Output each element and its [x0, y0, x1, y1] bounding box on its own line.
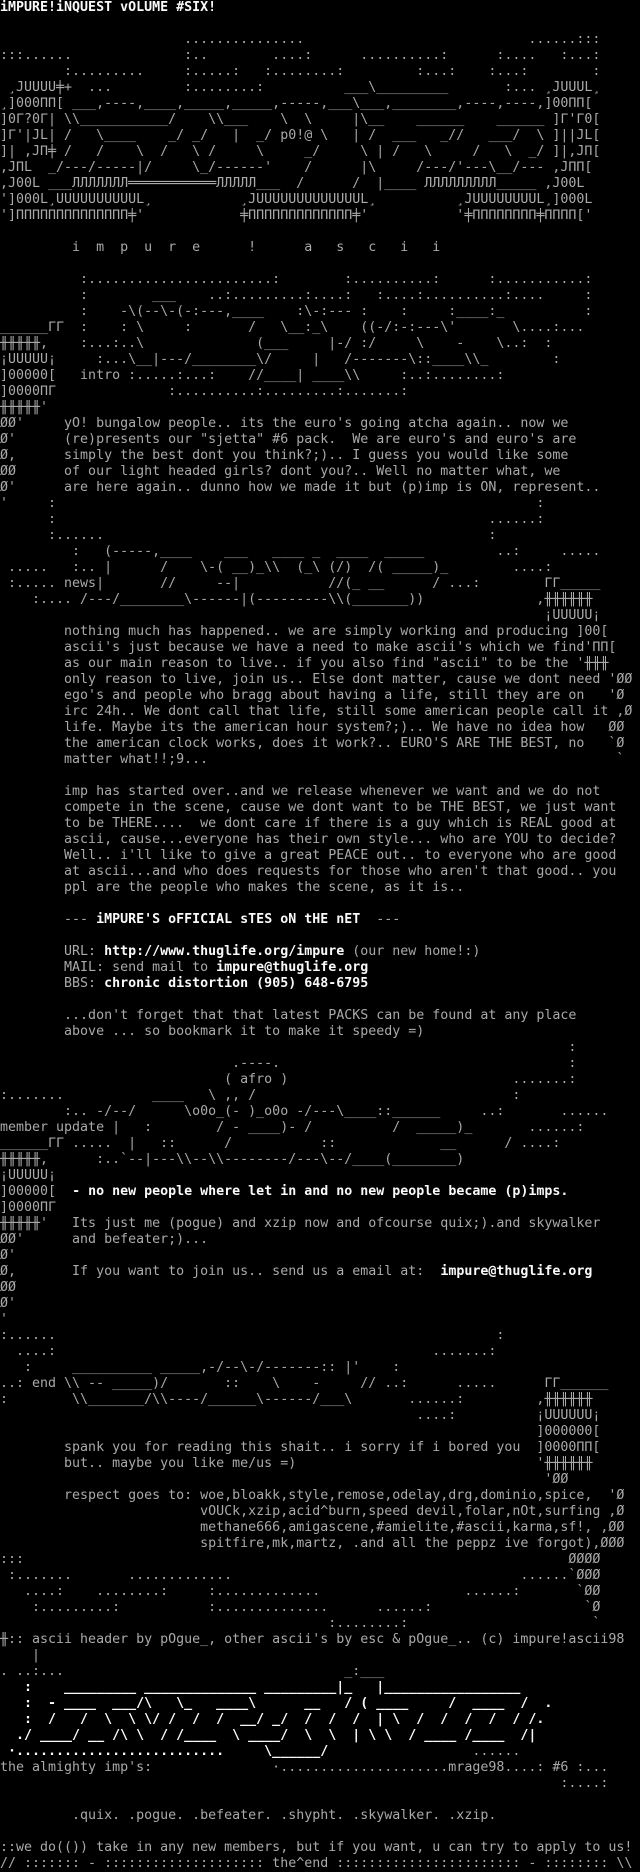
- text-line: [0, 1856, 640, 1872]
- text-segment: ']ΠΠΠΠΠΠΠΠΠΠΠΠΠΠ╪' ╪ΠΠΠΠΠΠΠΠΠΠΠΠΠ╪' '╪ΠΠΠΠΠΠΠΠ╪ΠΠΠΠ[': [0, 208, 593, 223]
- text-segment: ego's and people who bragg about having a life, still they are on 'Ø: [0, 688, 625, 703]
- text-segment: ..: end \\ -- _____)/ :: \ - // ..: ..... ΓΓ______: [0, 1376, 609, 1391]
- text-segment: life. Maybe its the american hour system?;).. We have no idea how ØØ: [0, 720, 625, 735]
- text-line: [0, 1408, 640, 1424]
- text-segment: ______ΓΓ ..... | :: / :: __ / ....:: [0, 1136, 561, 1151]
- text-segment: spank you for reading this shait.. i sorry if i bored you ]0000ΠΠ[: [0, 1440, 601, 1455]
- text-line: [0, 832, 640, 848]
- text-segment: : ___ ..:.........:....: :....:..........:.... :: [0, 288, 593, 303]
- text-segment: ............... ......:::: [0, 32, 601, 47]
- text-segment: Ø, If you want to join us.. send us a email at:: [0, 1264, 441, 1279]
- text-segment: irc 24h.. We dont call that life, still some american people call it ,Ø: [0, 704, 633, 719]
- text-segment: ØØ: [0, 1280, 17, 1295]
- text-segment: ....: ¡UUUUUU¡: [0, 1408, 601, 1423]
- text-line: [0, 80, 640, 96]
- text-line: [0, 1072, 640, 1088]
- text-line: [0, 1376, 640, 1392]
- text-segment: ::: ØØØØ: [0, 1552, 601, 1567]
- text-segment: member update | : / - ____)- / / _____)_ ......:: [0, 1120, 585, 1135]
- text-line: [0, 800, 640, 816]
- text-line: [0, 1504, 640, 1520]
- text-line: [0, 1520, 640, 1536]
- text-line: [0, 1600, 640, 1616]
- text-line: [0, 1760, 640, 1776]
- text-line: [0, 128, 640, 144]
- text-segment: ...don't forget that that latest PACKS can be found at any place: [0, 1008, 577, 1023]
- text-segment: :..... news| // --| //(_ __ / ...: ΓΓ_____: [0, 576, 601, 591]
- bright-text-segment: ./ ____/ __ /\ \ / /____ \ ____/ \ \ | \ \ / ____ /____ /|: [0, 1728, 537, 1743]
- text-segment: : ......:: [0, 512, 545, 527]
- text-line: [0, 992, 640, 1008]
- text-line: [0, 944, 640, 960]
- text-line: [0, 1104, 640, 1120]
- text-line: [0, 1744, 640, 1760]
- text-line: [0, 624, 640, 640]
- text-segment: .----. :: [0, 1056, 577, 1071]
- text-segment: : \\_______/\\----/______\------/___\ ......: ,╫╫╫╫╫╫: [0, 1392, 593, 1407]
- text-line: [0, 496, 640, 512]
- text-segment: ]Γ'|JL| / \____ _/ _/ | _/ p0!@ \ | / ___ _// ___/ \ ]||JL[: [0, 128, 601, 143]
- text-line: [0, 1296, 640, 1312]
- text-segment: ]0000ΠΓ: [0, 1200, 57, 1215]
- text-line: [0, 816, 640, 832]
- text-segment: ]| ,JΠ╪ / / \ / \ / \ _/ \ | / \ / \ _/ ]|,JΠ[: [0, 144, 601, 159]
- text-line: [0, 16, 640, 32]
- text-line: [0, 608, 640, 624]
- text-line: [0, 656, 640, 672]
- text-line: [0, 384, 640, 400]
- bright-text-segment: : _________ ______________ _________|_ |_________________: [0, 1680, 521, 1695]
- text-segment: ' : :: [0, 496, 545, 511]
- text-segment: : (-----,____ ___ ____ _ ____ _____ ..: .....: [0, 544, 601, 559]
- text-segment: . ..:... _:___: [0, 1664, 385, 1679]
- text-line: [0, 848, 640, 864]
- text-segment: :....... ____ \ ,, / :: [0, 1088, 521, 1103]
- text-line: [0, 672, 640, 688]
- text-line: [0, 560, 640, 576]
- text-line: [0, 368, 640, 384]
- text-segment: BBS:: [0, 976, 105, 991]
- text-segment: :.........: :.............. ......: `Ø: [0, 1600, 601, 1615]
- text-segment: the american clock works, does it work?.. EURO'S ARE THE BEST, no `Ø: [0, 736, 625, 751]
- text-segment: |: [0, 1648, 41, 1663]
- text-line: [0, 752, 640, 768]
- text-line: [0, 1024, 640, 1040]
- text-segment: ╫╫╫╫╫, :...:..\ (___ |-/ :/ \ - \..: :: [0, 336, 553, 351]
- bright-text-segment: iMPURE'S oFFICIAL sTES oN tHE nET: [96, 912, 361, 927]
- text-line: [0, 688, 640, 704]
- text-line: [0, 1648, 640, 1664]
- text-segment: :......... :.....: :........: :...: :...: :: [0, 64, 601, 79]
- text-segment: :: [0, 1040, 577, 1055]
- text-segment: matter what!!;9... `: [0, 752, 625, 767]
- text-segment: ascii's just because we have a need to make ascii's which we find'ΠΠ[: [0, 640, 617, 655]
- text-line: [0, 96, 640, 112]
- text-line: [0, 1616, 640, 1632]
- text-segment: :.... /---/________\------|(---------\\(_______)) ,╫╫╫╫╫╫: [0, 592, 593, 607]
- text-segment: ]000000[: [0, 1424, 601, 1439]
- text-line: [0, 288, 640, 304]
- text-line: [0, 1328, 640, 1344]
- text-line: [0, 1344, 640, 1360]
- text-line: [0, 208, 640, 224]
- text-segment: Well.. i'll like to give a great PEACE out.. to everyone who are good: [0, 848, 617, 863]
- text-line: [0, 1056, 640, 1072]
- text-segment: ---: [0, 912, 97, 927]
- bright-text-segment: http://www.thuglife.org/impure: [104, 944, 345, 959]
- text-line: [0, 1488, 640, 1504]
- text-line: [0, 352, 640, 368]
- text-line: [0, 48, 640, 64]
- text-segment: spitfire,mk,martz, .and all the peppz ive forgot),ØØØ: [0, 1536, 625, 1551]
- text-segment: ØØ' yO! bungalow people.. its the euro's going atcha again.. now we: [0, 416, 569, 431]
- text-line: [0, 1424, 640, 1440]
- text-line: [0, 1312, 640, 1328]
- text-line: [0, 1248, 640, 1264]
- text-segment: ØØ' and befeater;)...: [0, 1232, 209, 1247]
- text-line: [0, 1136, 640, 1152]
- text-line: [0, 784, 640, 800]
- text-segment: ppl are the people who makes the scene, as it is..: [0, 880, 465, 895]
- text-segment: ....: ........: :............. ......: `ØØ: [0, 1584, 601, 1599]
- text-line: [0, 1232, 640, 1248]
- text-segment: imp has started over..and we release whenever we want and we do not: [0, 784, 601, 799]
- text-line: [0, 464, 640, 480]
- text-line: [0, 976, 640, 992]
- text-segment: ,JΠL _/---/-----|/ \_/------' / |\ /---/'---\__/--- ,JΠΠ[: [0, 160, 593, 175]
- text-segment: Ø': [0, 1248, 17, 1263]
- text-segment: // ::::::: - :::::::::::::::::::: the^end ::::::::::::::::::::::: - :::::::: \\: [0, 1856, 633, 1871]
- text-segment: as our main reason to live.. if you also find "ascii" to be the '╫╫╫: [0, 656, 609, 671]
- text-segment: :.. -/--/ \o0o_(- )_o0o -/---\____::______ ..: ......: [0, 1104, 609, 1119]
- text-line: [0, 512, 640, 528]
- bright-text-segment: iMPURE!iNQUEST vOLUME #SIX!: [0, 0, 217, 15]
- text-segment: Ø' are here again.. dunno how we made it but (p)imp is ON, represent..: [0, 480, 601, 495]
- text-segment: but.. maybe you like me/us =) '╫╫╫╫╫╫: [0, 1456, 593, 1471]
- text-segment: Ø': [0, 1296, 17, 1311]
- text-line: [0, 480, 640, 496]
- text-segment: ]0000ΠΓ :..........:.........:.......:: [0, 384, 409, 399]
- text-line: [0, 1632, 640, 1648]
- text-line: [0, 1392, 640, 1408]
- text-line: [0, 160, 640, 176]
- text-line: [0, 592, 640, 608]
- text-line: [0, 112, 640, 128]
- text-line: [0, 1568, 640, 1584]
- text-line: [0, 704, 640, 720]
- text-segment: :...... :: [0, 1328, 505, 1343]
- text-line: [0, 1168, 640, 1184]
- text-line: [0, 896, 640, 912]
- text-segment: ]00000[: [0, 1184, 73, 1199]
- text-segment: ....: .......:: [0, 1344, 497, 1359]
- text-line: [0, 224, 640, 240]
- text-segment: ,J00L ___ЛЛЛЛЛЛЛ═══════════ЛЛЛЛЛ___ / / |____ ЛЛЛЛЛЛЛЛЛ_____ ,J00L: [0, 176, 585, 191]
- text-segment: ......: [328, 1744, 521, 1759]
- text-line: [0, 1728, 640, 1744]
- text-segment: ']000L¸UUUUUUUUUUL¸ ¸JUUUUUUUUUUUUUL¸ ¸JUUUUUUUUL¸]000L: [0, 192, 593, 207]
- text-segment: ¡UUUUU¡ :...\__|---/________\/ | /-------\::____\\_ :: [0, 352, 561, 367]
- text-segment: only reason to live, join us.. Else dont matter, cause we dont need 'ØØ: [0, 672, 633, 687]
- text-segment: vOUCk,xzip,acid^burn,speed devil,folar,nOt,surfing ,Ø: [0, 1504, 625, 1519]
- text-segment: :....... ............. ......`ØØØ: [0, 1568, 601, 1583]
- text-segment: ( afro ) .......:: [0, 1072, 577, 1087]
- bright-text-segment: chronic distortion (905) 648-6795: [104, 976, 369, 991]
- text-segment: :...... :: [0, 528, 497, 543]
- text-line: [0, 1040, 640, 1056]
- text-line: [0, 1680, 640, 1696]
- text-segment: ]0Γ?0Γ| \\___________/ \\___ \ \ |\__ ______ ______ ]Γ'Γ0[: [0, 112, 601, 127]
- bright-text-segment: - no new people where let in and no new people became (p)imps.: [72, 1184, 569, 1199]
- bright-text-segment: : / / \ \ \/ / / / __/ _/ / / / | \ / / / / / /.: [0, 1712, 545, 1727]
- text-line: [0, 320, 640, 336]
- text-line: [0, 336, 640, 352]
- text-line: [0, 640, 640, 656]
- text-segment: at ascii...and who does requests for those who aren't that good.. you: [0, 864, 617, 879]
- text-line: [0, 1696, 640, 1712]
- text-segment: .quix. .pogue. .befeater. .shypht. .skywalker. .xzip.: [0, 1808, 497, 1823]
- text-segment: compete in the scene, cause we dont want to be THE BEST, we just want: [0, 800, 617, 815]
- text-segment: ╫╫╫╫╫' Its just me (pogue) and xzip now and ofcourse quix;).and skywalker: [0, 1216, 601, 1231]
- text-segment: ╫╫╫╫╫': [0, 400, 49, 415]
- text-line: [0, 528, 640, 544]
- text-line: [0, 240, 640, 256]
- text-line: [0, 1200, 640, 1216]
- text-line: [0, 1440, 640, 1456]
- text-line: [0, 544, 640, 560]
- text-line: [0, 416, 640, 432]
- text-line: [0, 736, 640, 752]
- text-segment: ØØ of our light headed girls? dont you?.. Well no matter what, we: [0, 464, 561, 479]
- text-line: [0, 1536, 640, 1552]
- text-line: [0, 880, 640, 896]
- text-line: [0, 448, 640, 464]
- text-line: [0, 1552, 640, 1568]
- bright-text-segment: impure@thuglife.org: [440, 1264, 593, 1279]
- text-segment: the almighty imp's: ·.....................mrage98....: #6 :...: [0, 1760, 609, 1775]
- text-segment: ..... :.. | / \-( __)_\\ (_\ (/) /( _____)_ ....:: [0, 560, 553, 575]
- text-line: [0, 0, 640, 16]
- text-line: [0, 1360, 640, 1376]
- text-segment: methane666,amigascene,#amielite,#ascii,karma,sf!, ,ØØ: [0, 1520, 625, 1535]
- text-segment: ______ΓΓ : : \ : / \__:_\ ((-/:-:---\' \....:...: [0, 320, 585, 335]
- text-line: [0, 720, 640, 736]
- text-segment: MAIL: send mail to: [0, 960, 217, 975]
- text-line: [0, 1456, 640, 1472]
- text-line: [0, 576, 640, 592]
- text-segment: ascii, cause...everyone has their own style... who are YOU to decide?: [0, 832, 617, 847]
- text-segment: Ø' (re)presents our "sjetta" #6 pack. We are euro's and euro's are: [0, 432, 577, 447]
- text-line: [0, 32, 640, 48]
- text-line: [0, 1152, 640, 1168]
- text-line: [0, 864, 640, 880]
- text-line: [0, 1776, 640, 1792]
- text-segment: :....:: [0, 1776, 609, 1791]
- text-line: [0, 256, 640, 272]
- text-line: [0, 1840, 640, 1856]
- text-line: [0, 928, 640, 944]
- text-segment: (our new home!:): [344, 944, 481, 959]
- bright-text-segment: impure@thuglife.org: [216, 960, 369, 975]
- text-line: [0, 1472, 640, 1488]
- text-segment: URL:: [0, 944, 105, 959]
- text-line: [0, 1280, 640, 1296]
- text-segment: ¸JUUUU╪+ ... :........: ___\_________ :... ¸JUUUL¸: [0, 80, 601, 95]
- text-line: [0, 960, 640, 976]
- bright-text-segment: ·.......................... \______/: [0, 1744, 329, 1759]
- text-segment: respect goes to: woe,bloakk,style,remose,odelay,drg,dominio,spice, 'Ø: [0, 1488, 625, 1503]
- text-line: [0, 1712, 640, 1728]
- text-line: [0, 144, 640, 160]
- text-line: [0, 64, 640, 80]
- text-segment: to be THERE.... we dont care if there is a guy which is REAL good at: [0, 816, 617, 831]
- text-line: [0, 1088, 640, 1104]
- text-segment: 'ØØ: [0, 1472, 569, 1487]
- text-segment: above ... so bookmark it to make it speedy =): [0, 1024, 425, 1039]
- text-line: [0, 1184, 640, 1200]
- text-segment: ---: [360, 912, 401, 927]
- text-line: [0, 1664, 640, 1680]
- text-segment: ::we do(()) take in any new members, but if you want, u can try to apply to us!: [0, 1840, 633, 1855]
- text-line: [0, 1824, 640, 1840]
- text-segment: i m p u r e ! a s c i i: [0, 240, 441, 255]
- text-segment: :::...... :.. ....: ..........: :.... :...:: [0, 48, 601, 63]
- text-line: [0, 432, 640, 448]
- text-segment: :.......................: :..........: :...........:: [0, 272, 593, 287]
- text-segment: ]00000[ intro :.....:...: //____| ____\\ :..:........:: [0, 368, 505, 383]
- text-segment: : __________ _____,-/--\-/-------:: |' :: [0, 1360, 401, 1375]
- text-line: [0, 1216, 640, 1232]
- text-segment: ¡UUUUU¡: [0, 1168, 57, 1183]
- text-segment: nothing much has happened.. we are simply working and producing ]00[: [0, 624, 609, 639]
- text-line: [0, 304, 640, 320]
- bright-text-segment: : - ____ ___/\ \_ ____\ __ / ( ____ / ____ / .: [0, 1696, 553, 1711]
- text-line: [0, 1264, 640, 1280]
- text-line: [0, 1008, 640, 1024]
- text-segment: ': [0, 1312, 9, 1327]
- text-segment: ╫:: ascii header by pOgue_, other ascii's by esc & pOgue_.. (c) impure!ascii98: [0, 1632, 625, 1647]
- text-segment: : -\(--\-(-:---,____ :\-:--- : : :____:_ :: [0, 304, 593, 319]
- text-line: [0, 272, 640, 288]
- text-segment: ¡UUUUU¡: [0, 608, 601, 623]
- text-line: [0, 1120, 640, 1136]
- text-segment: ╫╫╫╫╫, :..`--|---\\--\\--------/---\--/____(________): [0, 1152, 465, 1167]
- text-segment: Ø, simply the best dont you think?;).. I guess you would like some: [0, 448, 569, 463]
- text-line: [0, 176, 640, 192]
- text-line: [0, 1808, 640, 1824]
- text-line: [0, 768, 640, 784]
- text-line: [0, 1792, 640, 1808]
- text-line: [0, 400, 640, 416]
- text-line: [0, 192, 640, 208]
- text-line: [0, 1584, 640, 1600]
- text-segment: :........: `: [0, 1616, 601, 1631]
- text-segment: ¸]000ΠΠ[ ___,----,____,_____,_____,-----,___\___,________,----,----,]00ΠΠ[: [0, 96, 593, 111]
- text-line: [0, 912, 640, 928]
